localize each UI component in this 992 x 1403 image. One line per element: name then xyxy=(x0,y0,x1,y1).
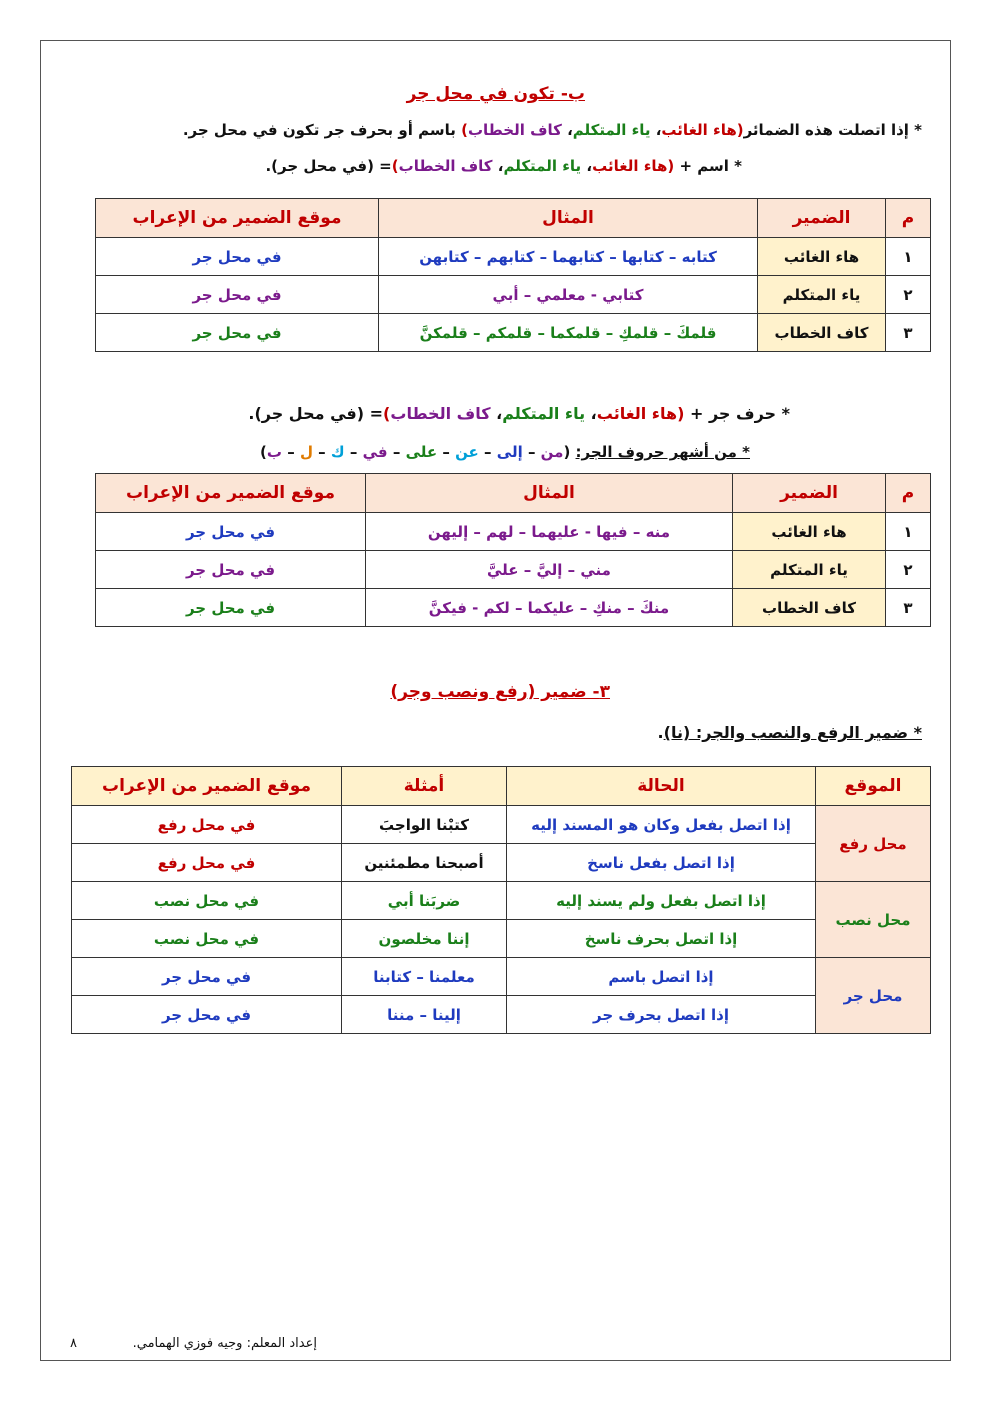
location-raf: محل رفع xyxy=(816,806,931,882)
header-num: م xyxy=(886,199,931,238)
intro-sep1: ، xyxy=(650,121,662,139)
row-position: في محل جر xyxy=(96,314,379,352)
intro-sep2: ، xyxy=(561,121,573,139)
rule1-line xyxy=(265,157,742,175)
table-row xyxy=(96,276,931,314)
prep-dash: – xyxy=(344,443,363,461)
row-case: إذا اتصل باسم xyxy=(507,958,816,996)
row-case: إذا اتصل بحرف جر xyxy=(507,996,816,1034)
table-row xyxy=(96,589,931,627)
prep-dash: – xyxy=(312,443,331,461)
rule1-open: ( xyxy=(667,157,675,175)
row-pronoun: كاف الخطاب xyxy=(733,589,886,627)
row-example: ضربَنا أبي xyxy=(342,882,507,920)
famous-label: * من أشهر حروف الجر: xyxy=(575,443,750,461)
rule3-text: * ضمير الرفع والنصب والجر: (نا) xyxy=(663,723,922,742)
row-case: إذا اتصل بفعل ولم يسند إليه xyxy=(507,882,816,920)
row-pronoun: كاف الخطاب xyxy=(758,314,886,352)
header-location: الموقع xyxy=(816,767,931,806)
table-3 xyxy=(71,766,931,1034)
famous-prepositions xyxy=(260,443,750,461)
row-position: في محل رفع xyxy=(72,844,342,882)
row-position: في محل جر xyxy=(96,276,379,314)
header-position: موقع الضمير من الإعراب xyxy=(72,767,342,806)
row-position: في محل جر xyxy=(96,513,366,551)
row-position: في محل جر xyxy=(72,996,342,1034)
rule2-prefix: * حرف جر + xyxy=(684,404,790,423)
prep-dash: – xyxy=(281,443,300,461)
row-position: في محل جر xyxy=(72,958,342,996)
row-example: قلمكَ – قلمكِ – قلمكما – قلمكم – قلمكنَّ xyxy=(379,314,758,352)
prep-dash: – xyxy=(478,443,497,461)
row-num: ٣ xyxy=(886,589,931,627)
table-2 xyxy=(95,473,931,627)
table-row xyxy=(96,551,931,589)
row-example: كتابه – كتابها – كتابهما – كتابهم – كتابهن xyxy=(379,238,758,276)
row-case: إذا اتصل بفعل وكان هو المسند إليه xyxy=(507,806,816,844)
rule2-p3: كاف الخطاب xyxy=(390,404,491,423)
row-position: في محل رفع xyxy=(72,806,342,844)
table-row xyxy=(72,806,931,844)
rule2-close: ) xyxy=(383,404,391,423)
prep-item: إلى xyxy=(496,443,523,461)
rule2-p2: ياء المتكلم xyxy=(502,404,586,423)
header-case: الحالة xyxy=(507,767,816,806)
row-position: في محل جر xyxy=(96,551,366,589)
header-pronoun: الضمير xyxy=(758,199,886,238)
footer-page-number: ٨ xyxy=(70,1336,77,1351)
section-3-title: ٣- ضمير (رفع ونصب وجر) xyxy=(390,682,610,702)
prep-item: ب xyxy=(266,443,282,461)
intro-p1: هاء الغائب xyxy=(661,121,737,139)
rule1-suffix: = (في محل جر). xyxy=(265,157,392,175)
row-pronoun: هاء الغائب xyxy=(758,238,886,276)
row-num: ٣ xyxy=(886,314,931,352)
header-num: م xyxy=(886,474,931,513)
rule2-open: ( xyxy=(677,404,685,423)
rule2-suffix: = (في محل جر). xyxy=(248,404,384,423)
row-position: في محل نصب xyxy=(72,882,342,920)
row-pronoun: ياء المتكلم xyxy=(758,276,886,314)
footer-author: إعداد المعلم: وجيه فوزي الهمامي. xyxy=(132,1336,317,1351)
row-case: إذا اتصل بحرف ناسخ xyxy=(507,920,816,958)
table-2-header xyxy=(96,474,931,513)
table-row xyxy=(72,996,931,1034)
row-example: منه – فيها - عليهما – لهم – إليهن xyxy=(366,513,733,551)
row-example: مني – إليَّ – عليَّ xyxy=(366,551,733,589)
row-pronoun: ياء المتكلم xyxy=(733,551,886,589)
table-row xyxy=(96,314,931,352)
intro-close: ) xyxy=(461,121,468,139)
location-jarr: محل جر xyxy=(816,958,931,1034)
row-position: في محل نصب xyxy=(72,920,342,958)
prep-dash: – xyxy=(387,443,406,461)
row-position: في محل جر xyxy=(96,589,366,627)
section-b-title: ب- تكون في محل جر xyxy=(406,84,585,104)
rule1-p2: ياء المتكلم xyxy=(503,157,582,175)
row-num: ٢ xyxy=(886,551,931,589)
table-row xyxy=(96,513,931,551)
table-row xyxy=(72,920,931,958)
row-num: ٢ xyxy=(886,276,931,314)
header-position: موقع الضمير من الإعراب xyxy=(96,474,366,513)
row-example: إننا مخلصون xyxy=(342,920,507,958)
intro-suffix: باسم أو بحرف جر تكون في محل جر. xyxy=(182,121,462,139)
row-example: كتبْنا الواجبَ xyxy=(342,806,507,844)
intro-open: ( xyxy=(736,121,744,139)
table-row xyxy=(72,882,931,920)
rule1-sep2: ، xyxy=(492,157,504,175)
rule2-sep2: ، xyxy=(490,404,503,423)
section-b-intro xyxy=(183,121,922,139)
rule3-line xyxy=(658,723,922,742)
row-example: منكَ – منكِ – عليكما – لكم - فيكنَّ xyxy=(366,589,733,627)
row-case: إذا اتصل بفعل ناسخ xyxy=(507,844,816,882)
header-example: المثال xyxy=(366,474,733,513)
row-pronoun: هاء الغائب xyxy=(733,513,886,551)
intro-p3: كاف الخطاب xyxy=(467,121,562,139)
table-1-header xyxy=(96,199,931,238)
row-example: معلمنا – كتابنا xyxy=(342,958,507,996)
rule3-dot: . xyxy=(657,723,664,742)
table-row xyxy=(72,958,931,996)
rule1-close: ) xyxy=(391,157,399,175)
table-row xyxy=(96,238,931,276)
table-3-header xyxy=(72,767,931,806)
prep-item: ك xyxy=(330,443,345,461)
prep-item: عن xyxy=(455,443,479,461)
row-num: ١ xyxy=(886,238,931,276)
prep-item: ل xyxy=(299,443,313,461)
famous-close: ) xyxy=(260,443,267,461)
header-example: المثال xyxy=(379,199,758,238)
table-1 xyxy=(95,198,931,352)
header-pronoun: الضمير xyxy=(733,474,886,513)
prep-dash: – xyxy=(437,443,456,461)
intro-prefix: * إذا اتصلت هذه الضمائر xyxy=(743,121,922,139)
rule1-prefix: * اسم + xyxy=(674,157,742,175)
table-row xyxy=(72,844,931,882)
prep-item: على xyxy=(405,443,438,461)
row-example: إلينا – مننا xyxy=(342,996,507,1034)
prep-item: من xyxy=(540,443,564,461)
prep-item: في xyxy=(362,443,388,461)
intro-p2: ياء المتكلم xyxy=(572,121,651,139)
rule2-sep1: ، xyxy=(585,404,597,423)
location-nasb: محل نصب xyxy=(816,882,931,958)
rule2-line xyxy=(248,404,790,423)
row-example: كتابي - معلمي – أبي xyxy=(379,276,758,314)
rule1-p1: هاء الغائب xyxy=(592,157,668,175)
rule2-p1: هاء الغائب xyxy=(596,404,678,423)
rule1-p3: كاف الخطاب xyxy=(398,157,493,175)
row-num: ١ xyxy=(886,513,931,551)
prep-dash: – xyxy=(522,443,541,461)
famous-open: ( xyxy=(563,443,576,461)
header-examples: أمثلة xyxy=(342,767,507,806)
row-position: في محل جر xyxy=(96,238,379,276)
row-example: أصبحنا مطمئنين xyxy=(342,844,507,882)
rule1-sep1: ، xyxy=(581,157,593,175)
header-position: موقع الضمير من الإعراب xyxy=(96,199,379,238)
